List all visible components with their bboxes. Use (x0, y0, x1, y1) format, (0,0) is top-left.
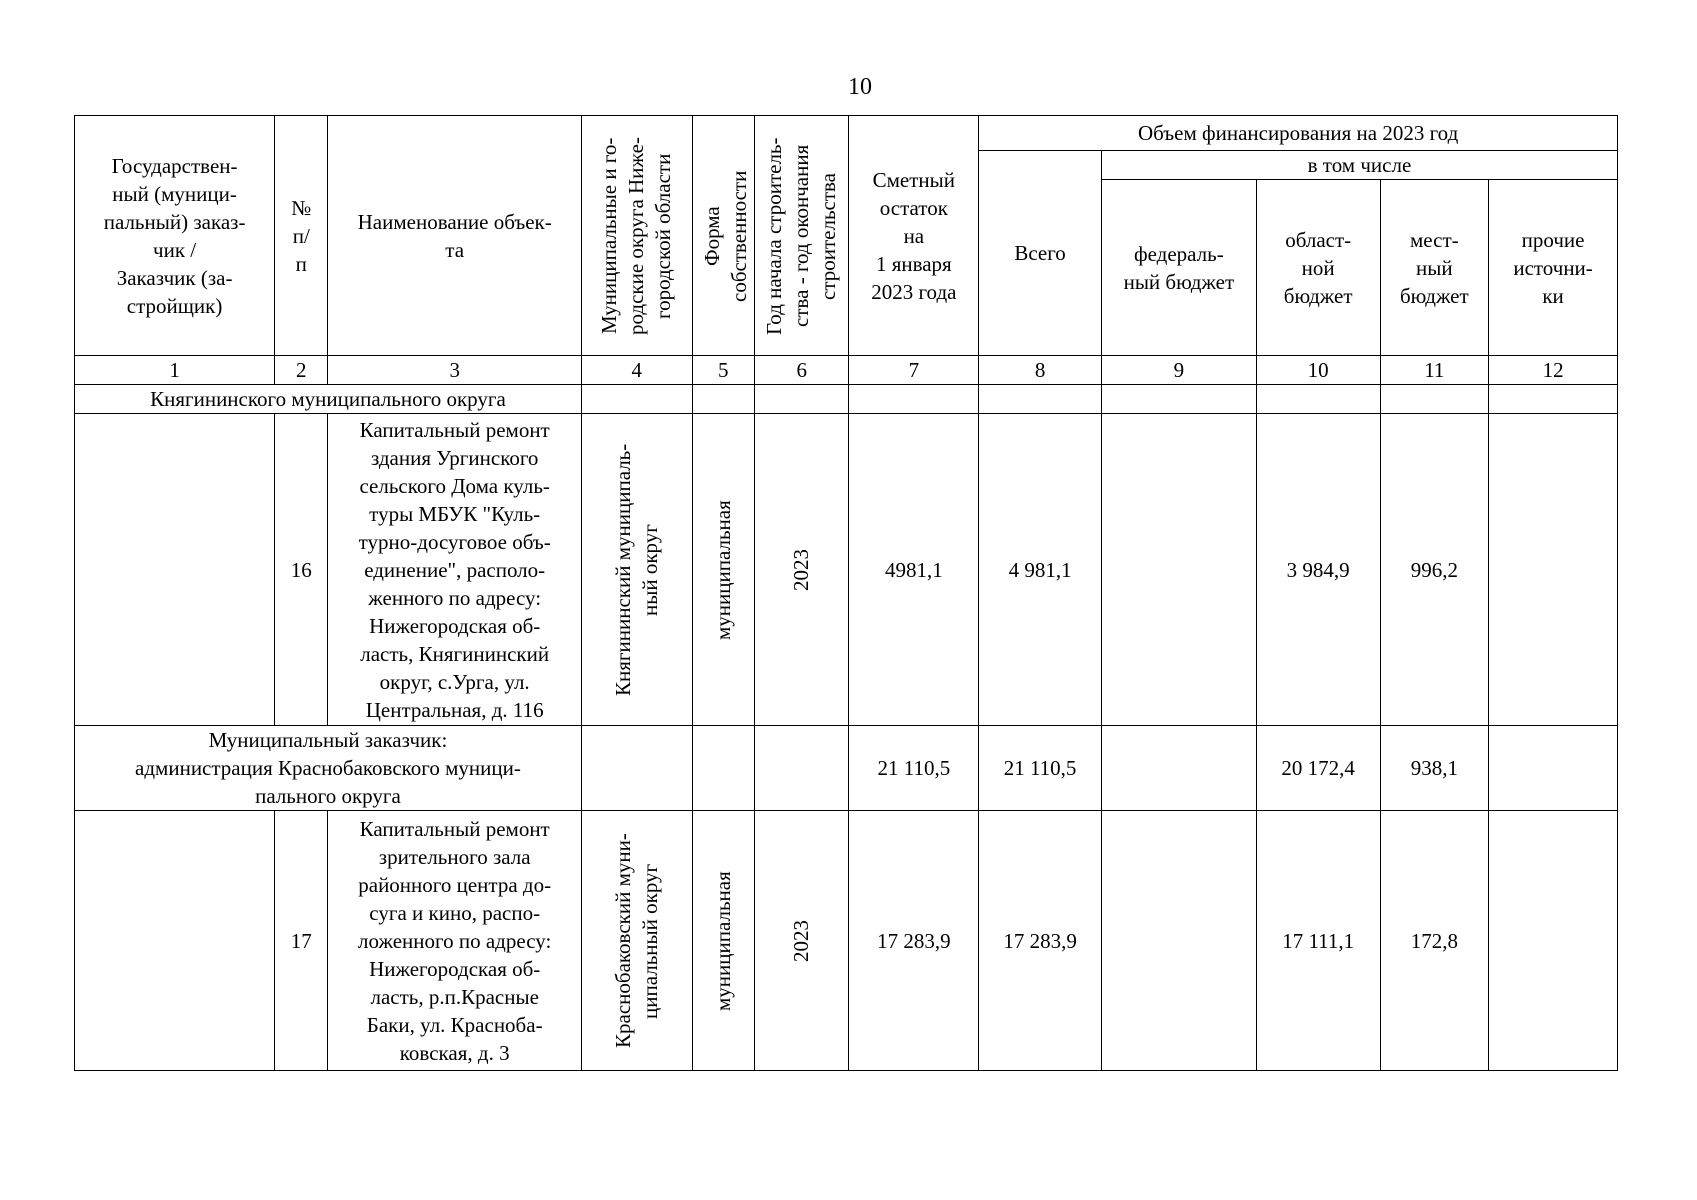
column-number: 1 (75, 356, 275, 385)
item-number: 16 (275, 414, 328, 726)
header-district: Муниципальные и го- родские округа Ниже- городской области (597, 136, 676, 335)
column-number: 5 (692, 356, 754, 385)
other-value (1489, 726, 1618, 811)
district: Княгининский муниципаль- ный округ (610, 443, 662, 696)
header-district-cell (581, 116, 692, 356)
header-regional: област- ной бюджет (1256, 180, 1380, 356)
header-ownership: Форма собственности (699, 169, 751, 302)
column-number: 10 (1256, 356, 1380, 385)
column-number: 8 (979, 356, 1102, 385)
header-total: Всего (979, 151, 1102, 356)
column-number: 3 (328, 356, 581, 385)
district-cell (581, 414, 692, 726)
federal-value (1101, 811, 1256, 1071)
column-number: 6 (754, 356, 849, 385)
total-value: 17 283,9 (979, 811, 1102, 1071)
group-label: Княгининского муниципального округа (75, 385, 582, 414)
table-row (75, 414, 1618, 726)
item-number: 17 (275, 811, 328, 1071)
estimate-value: 17 283,9 (849, 811, 979, 1071)
total-value: 21 110,5 (979, 726, 1102, 811)
other-value (1489, 811, 1618, 1071)
estimate-value: 21 110,5 (849, 726, 979, 811)
ownership-cell (692, 811, 754, 1071)
header-other: прочие источни- ки (1489, 180, 1618, 356)
header-object-name: Наименование объек- та (328, 116, 581, 356)
column-number: 7 (849, 356, 979, 385)
regional-value: 17 111,1 (1256, 811, 1380, 1071)
column-number: 2 (275, 356, 328, 385)
column-number: 11 (1380, 356, 1489, 385)
table-row (75, 811, 1618, 1071)
header-local: мест- ный бюджет (1380, 180, 1489, 356)
column-numbers-row (75, 356, 1618, 385)
district: Краснобаковский муни- ципальный округ (610, 833, 662, 1048)
years: 2023 (789, 548, 814, 591)
ownership-cell (692, 414, 754, 726)
years-cell (754, 811, 849, 1071)
table-row (75, 726, 1618, 811)
estimate-value: 4981,1 (849, 414, 979, 726)
local-value: 938,1 (1380, 726, 1489, 811)
years-cell (754, 414, 849, 726)
column-number: 9 (1101, 356, 1256, 385)
regional-value: 20 172,4 (1256, 726, 1380, 811)
local-value: 996,2 (1380, 414, 1489, 726)
object-name: Капитальный ремонт зрительного зала районного центра до- суга и кино, распо- ложенного по адресу: Нижегородская об- ласть, р.п.Красные Баки, ул. Краснoба- ковская, д. 3 (328, 811, 581, 1071)
total-value: 4 981,1 (979, 414, 1102, 726)
local-value: 172,8 (1380, 811, 1489, 1071)
header-estimate: Сметный остаток на 1 января 2023 года (849, 116, 979, 356)
page-number: 10 (848, 74, 872, 100)
financing-table (74, 115, 1618, 1071)
header-financing: Объем финансирования на 2023 год (979, 116, 1618, 151)
table-row (75, 385, 1618, 414)
column-number: 4 (581, 356, 692, 385)
ownership: муниципальная (710, 870, 735, 1011)
federal-value (1101, 726, 1256, 811)
header-ownership-cell (692, 116, 754, 356)
column-number: 12 (1489, 356, 1618, 385)
regional-value: 3 984,9 (1256, 414, 1380, 726)
group-label: Муниципальный заказчик: администрация Краснобаковского муници- пального округа (75, 726, 582, 811)
object-name: Капитальный ремонт здания Ургинского сельского Дома куль- туры МБУК "Куль- турно-досуговое объ- единение", располо- женного по адресу: Нижегородская об- ласть, Княгининский округ, с.Урга, ул. Центральная, д. 116 (328, 414, 581, 726)
ownership: муниципальная (710, 499, 735, 640)
years: 2023 (789, 919, 814, 962)
federal-value (1101, 414, 1256, 726)
district-cell (581, 811, 692, 1071)
header-years: Год начала строитель- ства - год окончания строительства (762, 136, 841, 335)
other-value (1489, 414, 1618, 726)
header-number: № п/ п (275, 116, 328, 356)
header-years-cell (754, 116, 849, 356)
header-customer: Государствен- ный (муници- пальный) заказ- чик / Заказчик (за- стройщик) (75, 116, 275, 356)
header-including: в том числе (1101, 151, 1617, 180)
header-federal: федераль- ный бюджет (1101, 180, 1256, 356)
